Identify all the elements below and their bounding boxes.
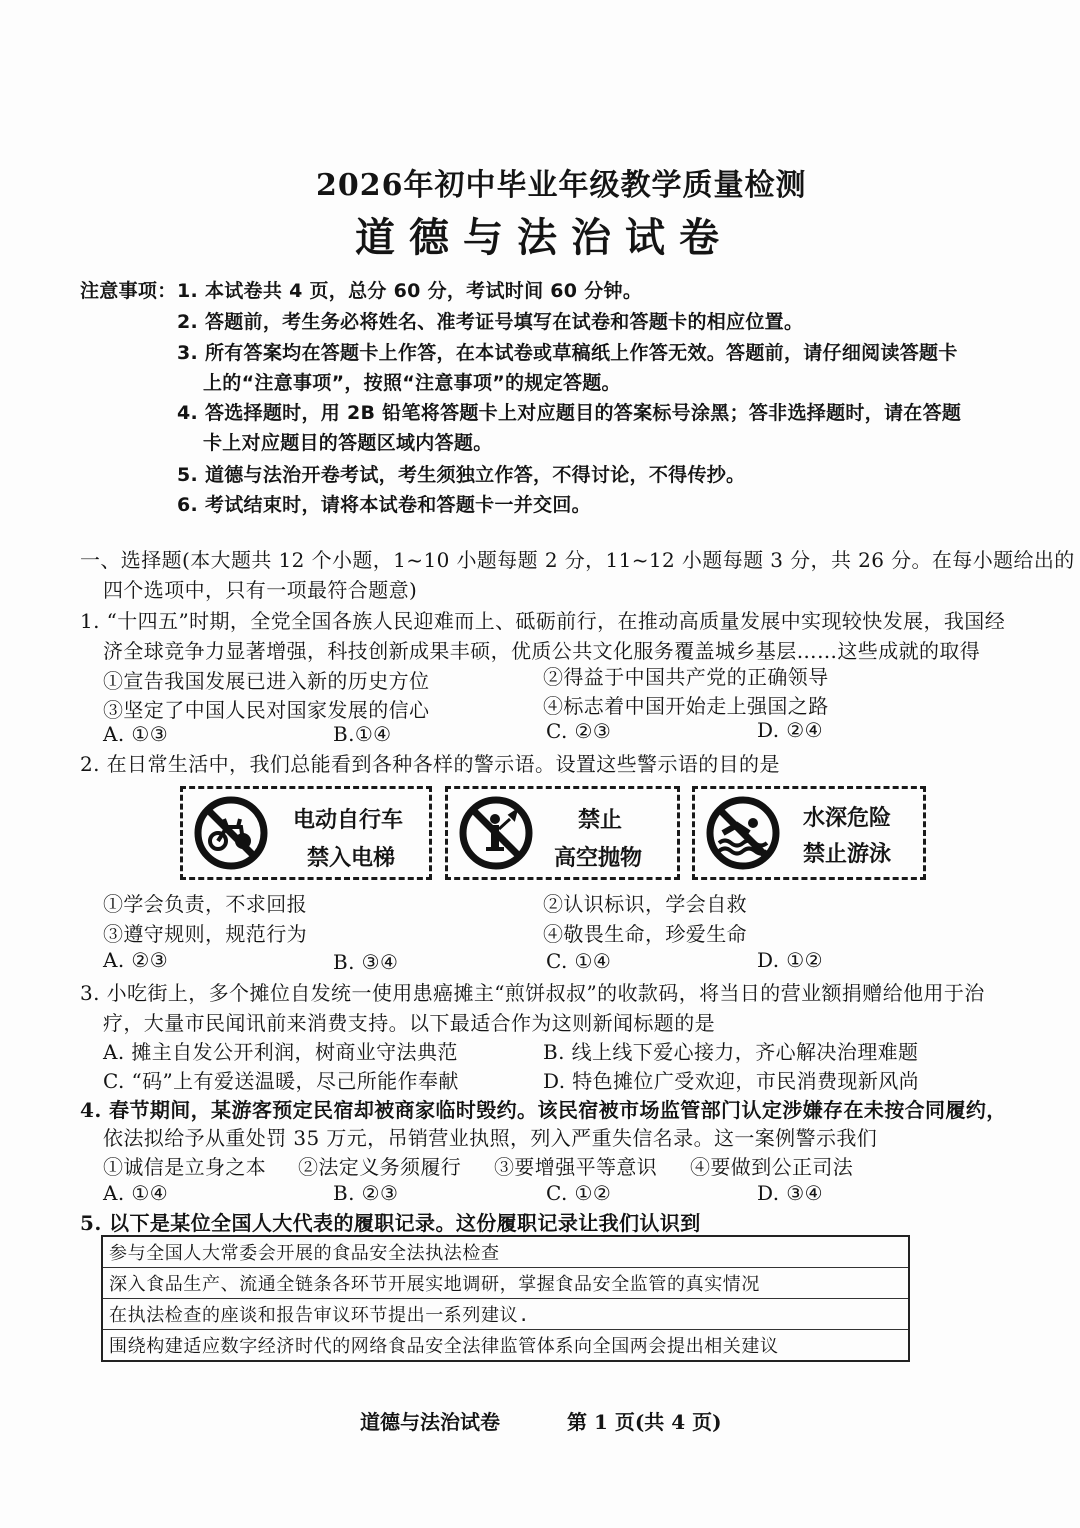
exam-title: 2026年初中毕业年级教学质量检测 xyxy=(316,168,807,203)
table-cell: 参与全国人大常委会开展的食品安全法执法检查 xyxy=(102,1236,909,1268)
question-stem: 1. “十四五”时期，全党全国各族人民迎难而上、砥砺前行，在推动高质量发展中实现较快发展，我国经 xyxy=(80,609,1006,633)
notice-item: 5. 道德与法治开卷考试，考生须独立作答，不得讨论，不得传抄。 xyxy=(177,464,746,486)
table-row xyxy=(102,1268,909,1299)
option-d: D. ③④ xyxy=(757,1181,823,1205)
warning-sign xyxy=(692,786,926,880)
table-row xyxy=(102,1330,909,1362)
statement: ③坚定了中国人民对国家发展的信心 xyxy=(103,698,430,722)
sign-text: 禁止 xyxy=(578,808,623,833)
notice-item: 4. 答选择题时，用 2B 铅笔将答题卡上对应题目的答案标号涂黑；答非选择题时，请在答题 xyxy=(177,402,962,424)
statement: ①学会负责，不求回报 xyxy=(103,892,307,916)
statement: ①诚信是立身之本 xyxy=(103,1155,267,1179)
table-cell: 在执法检查的座谈和报告审议环节提出一系列建议. xyxy=(102,1299,909,1330)
notice-item: 3. 所有答案均在答题卡上作答，在本试卷或草稿纸上作答无效。答题前，请仔细阅读答题卡 xyxy=(177,342,958,364)
table-cell: 深入食品生产、流通全链条各环节开展实地调研，掌握食品安全监管的真实情况 xyxy=(102,1268,909,1299)
notice-item: 6. 考试结束时，请将本试卷和答题卡一并交回。 xyxy=(177,494,591,516)
option-b: B.①④ xyxy=(333,722,392,746)
option-c: C. ①② xyxy=(546,1181,612,1205)
table-row xyxy=(102,1299,909,1330)
question-stem: 疗，大量市民闻讯前来消费支持。以下最适合作为这则新闻标题的是 xyxy=(103,1011,715,1035)
question-stem: 3. 小吃街上，多个摊位自发统一使用患癌摊主“煎饼叔叔”的收款码，将当日的营业额捐赠给他用于治 xyxy=(80,981,985,1005)
notice-item: 上的“注意事项”，按照“注意事项”的规定答题。 xyxy=(203,372,621,394)
subject-title: 道德与法治试卷 xyxy=(355,215,733,261)
option-c: C. ②③ xyxy=(546,719,612,743)
question-stem: 济全球竞争力显著增强，科技创新成果丰硕，优质公共文化服务覆盖城乡基层……这些成就的取得 xyxy=(103,639,981,663)
statement: ④要做到公正司法 xyxy=(690,1155,854,1179)
statement: ③要增强平等意识 xyxy=(494,1155,658,1179)
option-c: C. ①④ xyxy=(546,949,612,973)
statement: ③遵守规则，规范行为 xyxy=(103,922,307,946)
option-b: B. 线上线下爱心接力，齐心解决治理难题 xyxy=(543,1040,919,1064)
option-d: D. ①② xyxy=(757,948,823,972)
duty-record-table xyxy=(101,1235,910,1362)
option-a: A. ①④ xyxy=(103,1181,169,1205)
question-stem: 依法拟给予从重处罚 35 万元，吊销营业执照，列入严重失信名录。这一案例警示我们 xyxy=(103,1126,878,1150)
no-ebike-icon xyxy=(193,795,269,871)
table-cell: 围绕构建适应数字经济时代的网络食品安全法律监管体系向全国两会提出相关建议 xyxy=(102,1330,909,1362)
statement: ④标志着中国开始走上强国之路 xyxy=(543,694,829,718)
statement: ②认识标识，学会自救 xyxy=(543,892,747,916)
question-stem: 2. 在日常生活中，我们总能看到各种各样的警示语。设置这些警示语的目的是 xyxy=(80,752,780,776)
warning-sign xyxy=(445,786,680,880)
option-a: A. 摊主自发公开利润，树商业守法典范 xyxy=(103,1040,458,1064)
notice-item: 2. 答题前，考生务必将姓名、准考证号填写在试卷和答题卡的相应位置。 xyxy=(177,311,804,333)
option-c: C. “码”上有爱送温暖，尽己所能作奉献 xyxy=(103,1069,459,1093)
statement: ②法定义务须履行 xyxy=(298,1155,462,1179)
statement: ①宣告我国发展已进入新的历史方位 xyxy=(103,669,430,693)
option-d: D. ②④ xyxy=(757,718,823,742)
statement: ②得益于中国共产党的正确领导 xyxy=(543,665,829,689)
section-heading-cont: 四个选项中，只有一项最符合题意) xyxy=(103,578,418,602)
sign-text: 水深危险 xyxy=(803,806,892,831)
question-stem: 4. 春节期间，某游客预定民宿却被商家临时毁约。该民宿被市场监管部门认定涉嫌存在未按合同履约， xyxy=(80,1098,1007,1122)
option-a: A. ①③ xyxy=(103,722,169,746)
section-heading: 一、选择题(本大题共 12 个小题，1~10 小题每题 2 分，11~12 小题每题 3 分，共 26 分。在每小题给出的 xyxy=(80,548,1075,572)
option-b: B. ②③ xyxy=(333,1181,399,1205)
sign-text: 电动自行车 xyxy=(293,808,404,833)
table-row xyxy=(102,1236,909,1268)
sign-text: 高空抛物 xyxy=(554,846,643,871)
warning-sign xyxy=(180,786,432,880)
notice-item: 卡上对应题目的答题区域内答题。 xyxy=(203,432,493,454)
option-a: A. ②③ xyxy=(103,948,169,972)
option-d: D. 特色摊位广受欢迎，市民消费现新风尚 xyxy=(543,1069,920,1093)
footer-subject: 道德与法治试卷 xyxy=(360,1410,500,1434)
sign-text: 禁止游泳 xyxy=(803,842,892,867)
question-stem: 5. 以下是某位全国人大代表的履职记录。这份履职记录让我们认识到 xyxy=(80,1211,701,1235)
no-throwing-icon xyxy=(458,795,534,871)
statement: ④敬畏生命，珍爱生命 xyxy=(543,922,747,946)
option-b: B. ③④ xyxy=(333,950,399,974)
notice-label: 注意事项： xyxy=(80,280,177,302)
no-swimming-icon xyxy=(705,795,785,871)
sign-text: 禁入电梯 xyxy=(307,846,396,871)
notice-item: 1. 本试卷共 4 页，总分 60 分，考试时间 60 分钟。 xyxy=(177,280,643,302)
footer-page: 第 1 页(共 4 页) xyxy=(567,1410,722,1434)
